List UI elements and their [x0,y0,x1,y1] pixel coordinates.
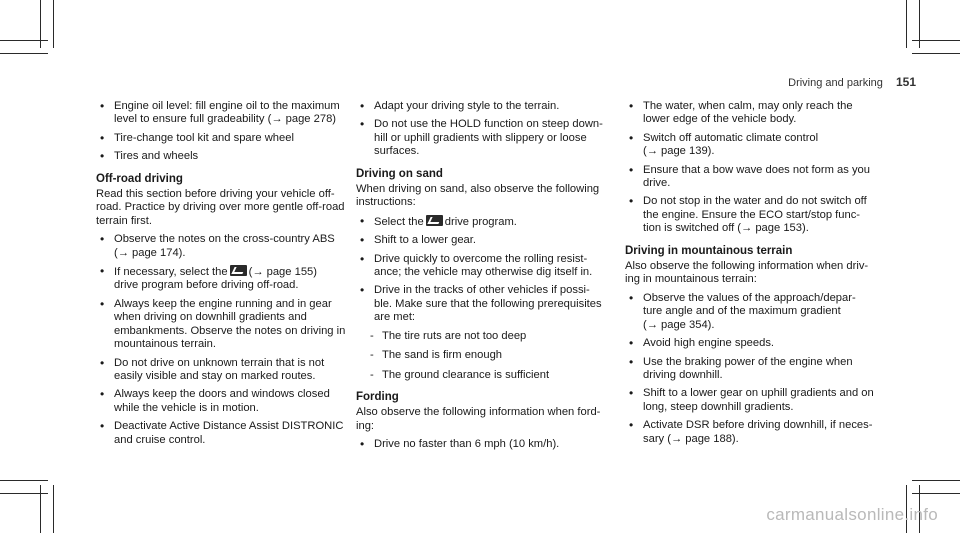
bullet-item [96,265,358,293]
text-line: • Ensure that a bow wave does not form as you [643,163,870,176]
bullet-item [96,150,358,163]
text-line: • Drive quickly to overcome the rolling resist- [374,252,588,265]
text-line: the engine. Ensure the ECO start/stop func- [643,208,861,221]
offroad-program-icon [426,215,443,226]
text-line: level to ensure full gradeability (→ page 278) [114,113,337,126]
crop-mark [0,493,48,494]
section-heading: Driving on sand [356,167,443,180]
column-1 [96,100,358,452]
text: Select the [374,215,424,228]
text-line: • The water, when calm, may only reach the [643,100,853,112]
crop-mark [906,0,907,48]
text-line: sary (→ page 188). [643,432,739,445]
text-line: • Shift to a lower gear. [374,234,476,247]
page-number: 151 [895,75,916,89]
crop-mark [912,493,960,494]
text-line: lower edge of the vehicle body. [643,113,797,126]
text-line: Read this section before driving your vehicle off- [96,188,335,201]
text-line: • Do not stop in the water and do not switch off [643,195,867,208]
text-line: • Engine oil level: fill engine oil to the maximum [114,100,340,112]
bullet-item [356,118,618,158]
text-line: driving downhill. [643,368,723,381]
text: (→ page 155) [248,266,318,279]
text-line: • Observe the notes on the cross-country ABS [114,233,335,246]
text-line: ture angle and of the maximum gradient [643,305,841,318]
dash-item: - The sand is firm enough [356,349,618,362]
text-line: • Activate DSR before driving downhill, if neces- [643,419,873,432]
section-heading: Fording [356,390,399,403]
crop-mark [0,40,48,41]
text-line [114,265,358,279]
text-line: • Drive in the tracks of other vehicles if possi- [374,284,590,297]
page-header [788,75,916,89]
text-line: are met: [374,311,416,324]
text-line: instructions: [356,196,416,209]
text-line: drive program before driving off-road. [114,279,299,292]
text-line: ble. Make sure that the following prerequisites [374,297,602,310]
text-line: when driving on downhill gradients and [114,311,307,324]
text-line: easily visible and stay on marked routes. [114,369,316,382]
bullet-item [356,234,618,247]
crop-mark [53,485,54,533]
text: drive program. [444,215,517,228]
bullet-item [625,292,895,332]
bullet-item [625,387,895,414]
bullet-item [96,388,358,415]
bullet-item [356,438,618,451]
text-line: • Always keep the engine running and in gear [114,297,332,310]
text-line: tion is switched off (→ page 153). [643,222,809,235]
text-line: Also observe the following information when ford- [356,406,601,419]
crop-mark [919,0,920,48]
section-title: Driving and parking [788,77,883,89]
text-line: ing: [356,419,375,432]
text-line: ing in mountainous terrain: [625,273,757,286]
bullet-item [356,253,618,280]
text-line: • Drive no faster than 6 mph (10 km/h). [374,438,560,451]
text-line: • Adapt your driving style to the terrain. [374,100,560,112]
text-line: • Do not drive on unknown terrain that is not [114,356,325,369]
paragraph [625,260,895,287]
text-line: road. Practice by driving over more gentle off-road [96,201,345,214]
dash-item: - The ground clearance is sufficient [356,369,618,382]
offroad-program-icon [230,265,247,276]
text-line: drive. [643,177,671,190]
bullet-item [356,215,618,229]
column-3 [625,100,895,451]
text: If necessary, select the [114,266,228,279]
crop-mark [912,53,960,54]
section-heading: Off-road driving [96,172,183,185]
paragraph [96,188,358,228]
bullet-item [356,284,618,324]
text-line: • Shift to a lower gear on uphill gradients and on [643,387,874,400]
text-line: while the vehicle is in motion. [114,401,259,414]
text-line: embankments. Observe the notes on driving in [114,324,346,337]
text-line: terrain first. [96,214,152,227]
text-line: and cruise control. [114,433,206,446]
bullet-item [356,100,618,113]
text-line: (→ page 174). [114,246,186,259]
crop-mark [0,480,48,481]
text-line: • Use the braking power of the engine when [643,355,853,368]
crop-mark [912,480,960,481]
bullet-item [96,100,358,127]
text-line: mountainous terrain. [114,338,216,351]
bullet-item [625,132,895,159]
bullet-item [96,357,358,384]
bullet-item [625,195,895,235]
bullet-item [96,420,358,447]
text-line: • Tire-change tool kit and spare wheel [114,131,294,144]
watermark: carmanualsonline.info [766,505,938,524]
text-line: long, steep downhill gradients. [643,400,794,413]
text-line: • Observe the values of the approach/depar- [643,291,856,304]
bullet-item [96,233,358,260]
text-line: (→ page 139). [643,145,715,158]
bullet-item [625,419,895,446]
text-line: • Tires and wheels [114,150,199,163]
crop-mark [53,0,54,48]
bullet-item [625,337,895,350]
text-line: Also observe the following information when driv- [625,260,869,273]
text-line: When driving on sand, also observe the following [356,183,600,196]
text-line: (→ page 354). [643,318,715,331]
text-line: • Do not use the HOLD function on steep down- [374,118,603,131]
bullet-item [625,100,895,127]
paragraph [356,406,618,433]
text-line: surfaces. [374,145,420,158]
dash-item: - The tire ruts are not too deep [356,330,618,343]
section-heading: Driving in mountainous terrain [625,244,793,257]
bullet-item [625,164,895,191]
text-line: ance; the vehicle may otherwise dig itself in. [374,266,593,279]
bullet-item [625,356,895,383]
column-2 [356,100,618,457]
bullet-item [96,132,358,145]
text-line: • Deactivate Active Distance Assist DISTRONIC [114,420,344,433]
bullet-item [96,298,358,352]
paragraph [356,183,618,210]
crop-mark [0,53,48,54]
text-line: • Always keep the doors and windows closed [114,388,330,401]
text-line: • Avoid high engine speeds. [643,337,775,350]
text-line: • Switch off automatic climate control [643,131,819,144]
text-line: hill or uphill gradients with slippery or loose [374,131,587,144]
